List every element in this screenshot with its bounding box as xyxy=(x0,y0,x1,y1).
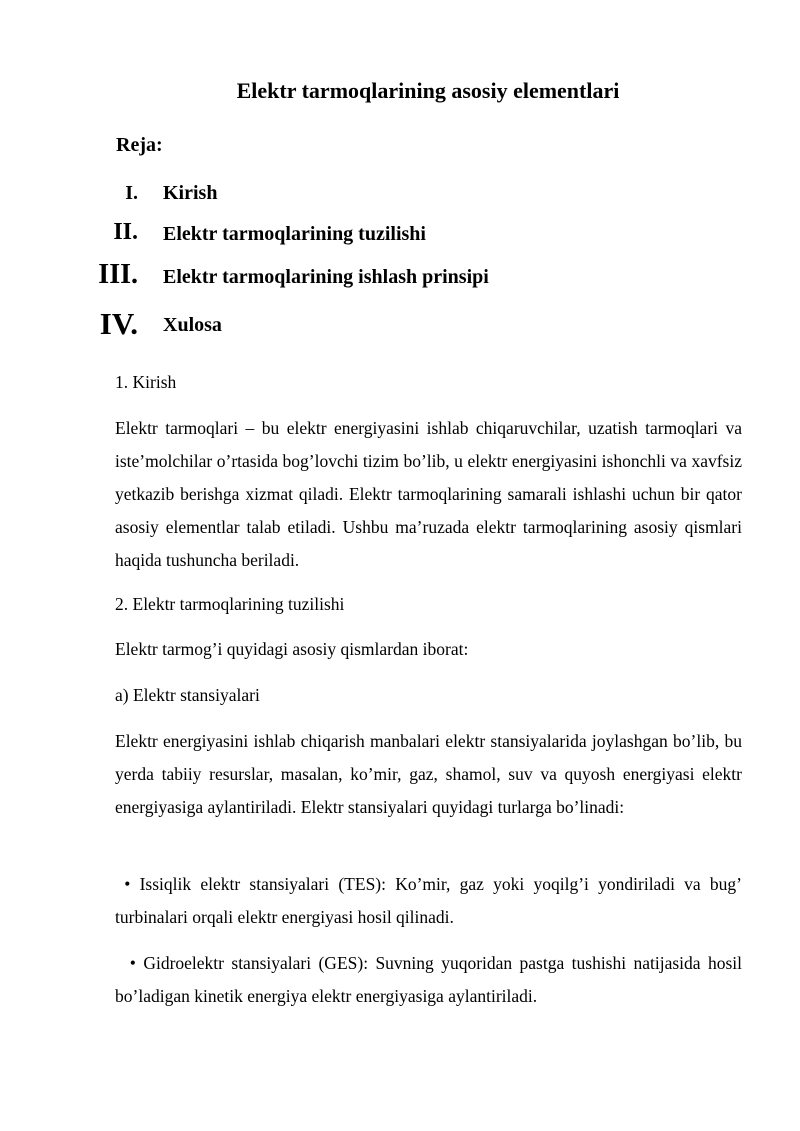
page-title: Elektr tarmoqlarining asosiy elementlari xyxy=(236,78,620,103)
section-heading-tuzilishi: 2. Elektr tarmoqlarining tuzilishi xyxy=(115,594,345,614)
plan-item-numeral: III. xyxy=(98,259,138,290)
plan-item-3 xyxy=(0,259,800,299)
plan-heading: Reja: xyxy=(116,134,163,156)
plan-item-text: Xulosa xyxy=(163,314,222,336)
list-item-tes: • Issiqlik elektr stansiyalari (TES): Ko’mir, gaz yoki yoqilg’i yondiriladi va bug’ turbinalari orqali elektr energiyasi hosil qilinadi. xyxy=(115,874,747,927)
paragraph-kirish: Elektr tarmoqlari – bu elektr energiyasini ishlab chiqaruvchilar, uzatish tarmoqlari va iste’molchilar o’rtasida bog’lovchi tizim bo’lib, u elektr energiyasini ishonchli va xavfsiz yetkazib berishga xizmat qiladi. Elektr tarmoqlarining samarali ishlashi uchun bir qator asosiy elementlar talab etiladi. Ushbu ma’ruzada elektr tarmoqlarining asosiy qismlari haqida tushuncha beriladi. xyxy=(115,418,742,570)
plan-item-numeral: IV. xyxy=(99,306,138,341)
plan-item-4 xyxy=(0,306,800,346)
plan-item-text: Elektr tarmoqlarining ishlash prinsipi xyxy=(163,266,489,288)
plan-item-numeral: II. xyxy=(113,219,138,245)
plan-item-text: Elektr tarmoqlarining tuzilishi xyxy=(163,223,426,245)
list-item-ges: • Gidroelektr stansiyalari (GES): Suvning yuqoridan pastga tushishi natijasida hosil bo’ladigan kinetik energiya elektr energiyasiga aylantiriladi. xyxy=(115,953,747,1006)
subsection-heading-stansiyalar: a) Elektr stansiyalari xyxy=(115,685,260,705)
section-heading-kirish: 1. Kirish xyxy=(115,372,177,392)
plan-item-1 xyxy=(0,180,800,220)
plan-item-numeral: I. xyxy=(125,182,138,204)
plan-item-2 xyxy=(0,219,800,259)
plan-item-text: Kirish xyxy=(163,182,218,204)
paragraph-stansiyalar: Elektr energiyasini ishlab chiqarish manbalari elektr stansiyalarida joylashgan bo’lib, bu yerda tabiiy resurslar, masalan, ko’mir, gaz, shamol, suv va quyosh energiyasi elektr energiyasiga aylantiriladi. Elektr stansiyalari quyidagi turlarga bo’linadi: xyxy=(115,731,742,817)
paragraph-intro: Elektr tarmog’i quyidagi asosiy qismlardan iborat: xyxy=(115,639,469,659)
